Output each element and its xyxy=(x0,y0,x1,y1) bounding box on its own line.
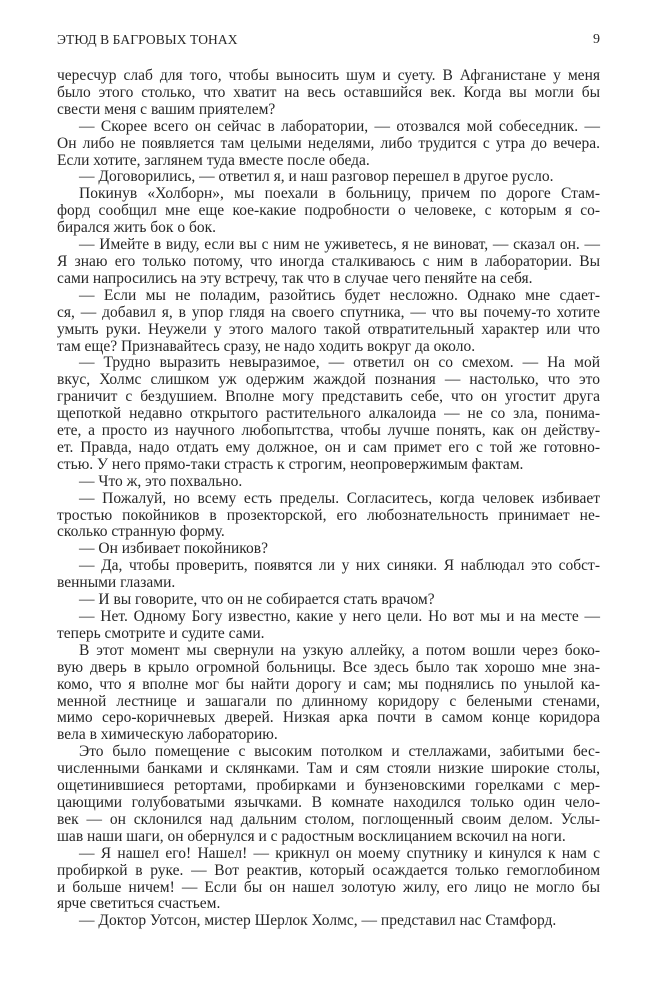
text-line: шав наши шаги, он обернулся и с радостным восклицанием вскочил на ноги. xyxy=(57,827,566,845)
text-line: вкус, Холмс слишком уж одержим жаждой познания — настолько, что это xyxy=(57,371,600,389)
paragraph xyxy=(57,541,600,558)
text-line: ярче светиться счастьем. xyxy=(57,895,221,913)
paragraph xyxy=(57,288,600,356)
text-line: комо, что я вполне мог бы найти дорогу и сам; мы поднялись по унылой ка- xyxy=(57,675,600,693)
text-line: свести меня с вашим приятелем? xyxy=(57,100,276,118)
text-line: тростью покойников в прозекторской, его любознательность принимает не- xyxy=(57,506,600,524)
paragraph xyxy=(57,592,600,609)
text-line: Если хотите, заглянем туда вместе после обеда. xyxy=(57,151,370,169)
body-text xyxy=(57,68,600,930)
paragraph xyxy=(57,119,600,170)
text-line: — Пожалуй, но всему есть пределы. Согласитесь, когда человек избивает xyxy=(79,489,600,507)
text-line: — Если мы не поладим, разойтись будет несложно. Однако мне сдает- xyxy=(79,286,600,304)
text-line: Я знаю его только потому, что иногда сталкиваюсь с ним в лаборатории. Вы xyxy=(57,252,600,270)
text-line: менной лестнице и зашагали по длинному коридору с белеными стенами, xyxy=(57,692,600,710)
text-line: — Он избивает покойников? xyxy=(79,540,268,558)
paragraph xyxy=(57,355,600,473)
running-title: ЭТЮД В БАГРОВЫХ ТОНАХ xyxy=(57,32,238,47)
text-line: венными глазами. xyxy=(57,574,176,592)
text-line: — И вы говорите, что он не собирается стать врачом? xyxy=(79,591,435,609)
text-line: В этот момент мы свернули на узкую аллейку, а потом вошли через боко- xyxy=(79,641,600,659)
text-line: там еще? Признавайтесь сразу, не надо ходить вокруг да около. xyxy=(57,337,476,355)
text-line: бирался жить бок о бок. xyxy=(57,219,216,237)
text-line: — Скорее всего он сейчас в лаборатории, — отозвался мой собеседник. — xyxy=(79,117,600,135)
text-line: — Договорились, — ответил я, и наш разговор перешел в другое русло. xyxy=(79,168,554,186)
text-line: и больше ничем! — Если бы он нашел золотую жилу, его лицо не могло бы xyxy=(57,878,600,896)
text-line: стью. У него прямо-таки страсть к строгим, неопровержимым фактам. xyxy=(57,455,524,473)
text-line: — Что ж, это похвально. xyxy=(79,472,243,490)
text-line: ет. Правда, надо отдать ему должное, он и сам примет его с той же готовно- xyxy=(57,438,600,456)
text-line: теперь смотрите и судите сами. xyxy=(57,624,265,642)
paragraph xyxy=(57,913,600,930)
paragraph xyxy=(57,558,600,592)
text-line: пробиркой в руке. — Вот реактив, который осаждается только гемоглобином xyxy=(57,861,600,879)
text-line: численными банками и склянками. Там и сям стояли низкие широкие столы, xyxy=(57,760,600,778)
paragraph xyxy=(57,68,600,119)
text-line: мимо серо-коричневых дверей. Низкая арка почти в самом конце коридора xyxy=(57,709,600,727)
text-line: Это было помещение с высоким потолком и стеллажами, забитыми бес- xyxy=(79,743,600,761)
text-line: граничит с бездушием. Вполне могу представить себе, что он угостит друга xyxy=(57,388,600,406)
text-line: — Доктор Уотсон, мистер Шерлок Холмс, — представил нас Стамфорд. xyxy=(79,912,557,930)
text-line: — Да, чтобы проверить, появятся ли у них синяки. Я наблюдал это собст- xyxy=(79,557,600,575)
paragraph xyxy=(57,744,600,845)
text-line: чересчур слаб для того, чтобы выносить шум и суету. В Афганистане у меня xyxy=(57,67,600,84)
text-line: — Я нашел его! Нашел! — крикнул он моему спутнику и кинулся к нам с xyxy=(79,844,600,862)
running-header xyxy=(57,32,600,52)
paragraph xyxy=(57,643,600,744)
text-line: — Имейте в виду, если вы с ним не уживетесь, я не виноват, — сказал он. — xyxy=(79,236,600,254)
text-line: сколько странную форму. xyxy=(57,523,225,541)
paragraph xyxy=(57,237,600,288)
text-line: вела в химическую лабораторию. xyxy=(57,726,278,744)
paragraph xyxy=(57,474,600,491)
paragraph xyxy=(57,186,600,237)
text-line: — Трудно выразить невыразимое, — ответил он со смехом. — На мой xyxy=(79,354,600,372)
text-line: ете, а просто из научного любопытства, чтобы лучше понять, как он действу- xyxy=(57,422,600,440)
text-line: умыть руки. Неужели у этого малого такой отвратительный характер или что xyxy=(57,320,600,338)
paragraph xyxy=(57,491,600,542)
text-line: цающими голубоватыми язычками. В комнате находился только один чело- xyxy=(57,793,600,811)
text-line: Покинув «Холборн», мы поехали в больницу, причем по дороге Стам- xyxy=(79,185,600,203)
text-line: форд сообщил мне еще кое-какие подробности о человеке, с которым я со- xyxy=(57,202,600,220)
text-line: ощетинившиеся ретортами, пробирками и бунзеновскими горелками с мер- xyxy=(57,777,600,795)
page-number: 9 xyxy=(593,32,600,47)
text-line: век — он склонился над дальним столом, поглощенный своим делом. Услы- xyxy=(57,810,600,828)
text-line: было этого столько, что хватит на весь оставшийся век. Когда вы могли бы xyxy=(57,83,600,101)
text-line: вую дверь в крыло огромной больницы. Все здесь было так хорошо мне зна- xyxy=(57,658,600,676)
text-line: ся, — добавил я, в упор глядя на своего спутника, — что вы почему-то хотите xyxy=(57,303,600,321)
paragraph xyxy=(57,846,600,914)
text-line: Он либо не появляется там целыми неделями, либо трудится с утра до вечера. xyxy=(57,134,600,152)
text-line: — Нет. Одному Богу известно, какие у него цели. Но вот мы и на месте — xyxy=(79,608,600,625)
paragraph xyxy=(57,169,600,186)
text-line: сами напросились на эту встречу, так что в случае чего пеняйте на себя. xyxy=(57,269,533,287)
paragraph xyxy=(57,609,600,643)
text-line: щепоткой недавно открытого растительного алкалоида — не со зла, понима- xyxy=(57,405,600,423)
